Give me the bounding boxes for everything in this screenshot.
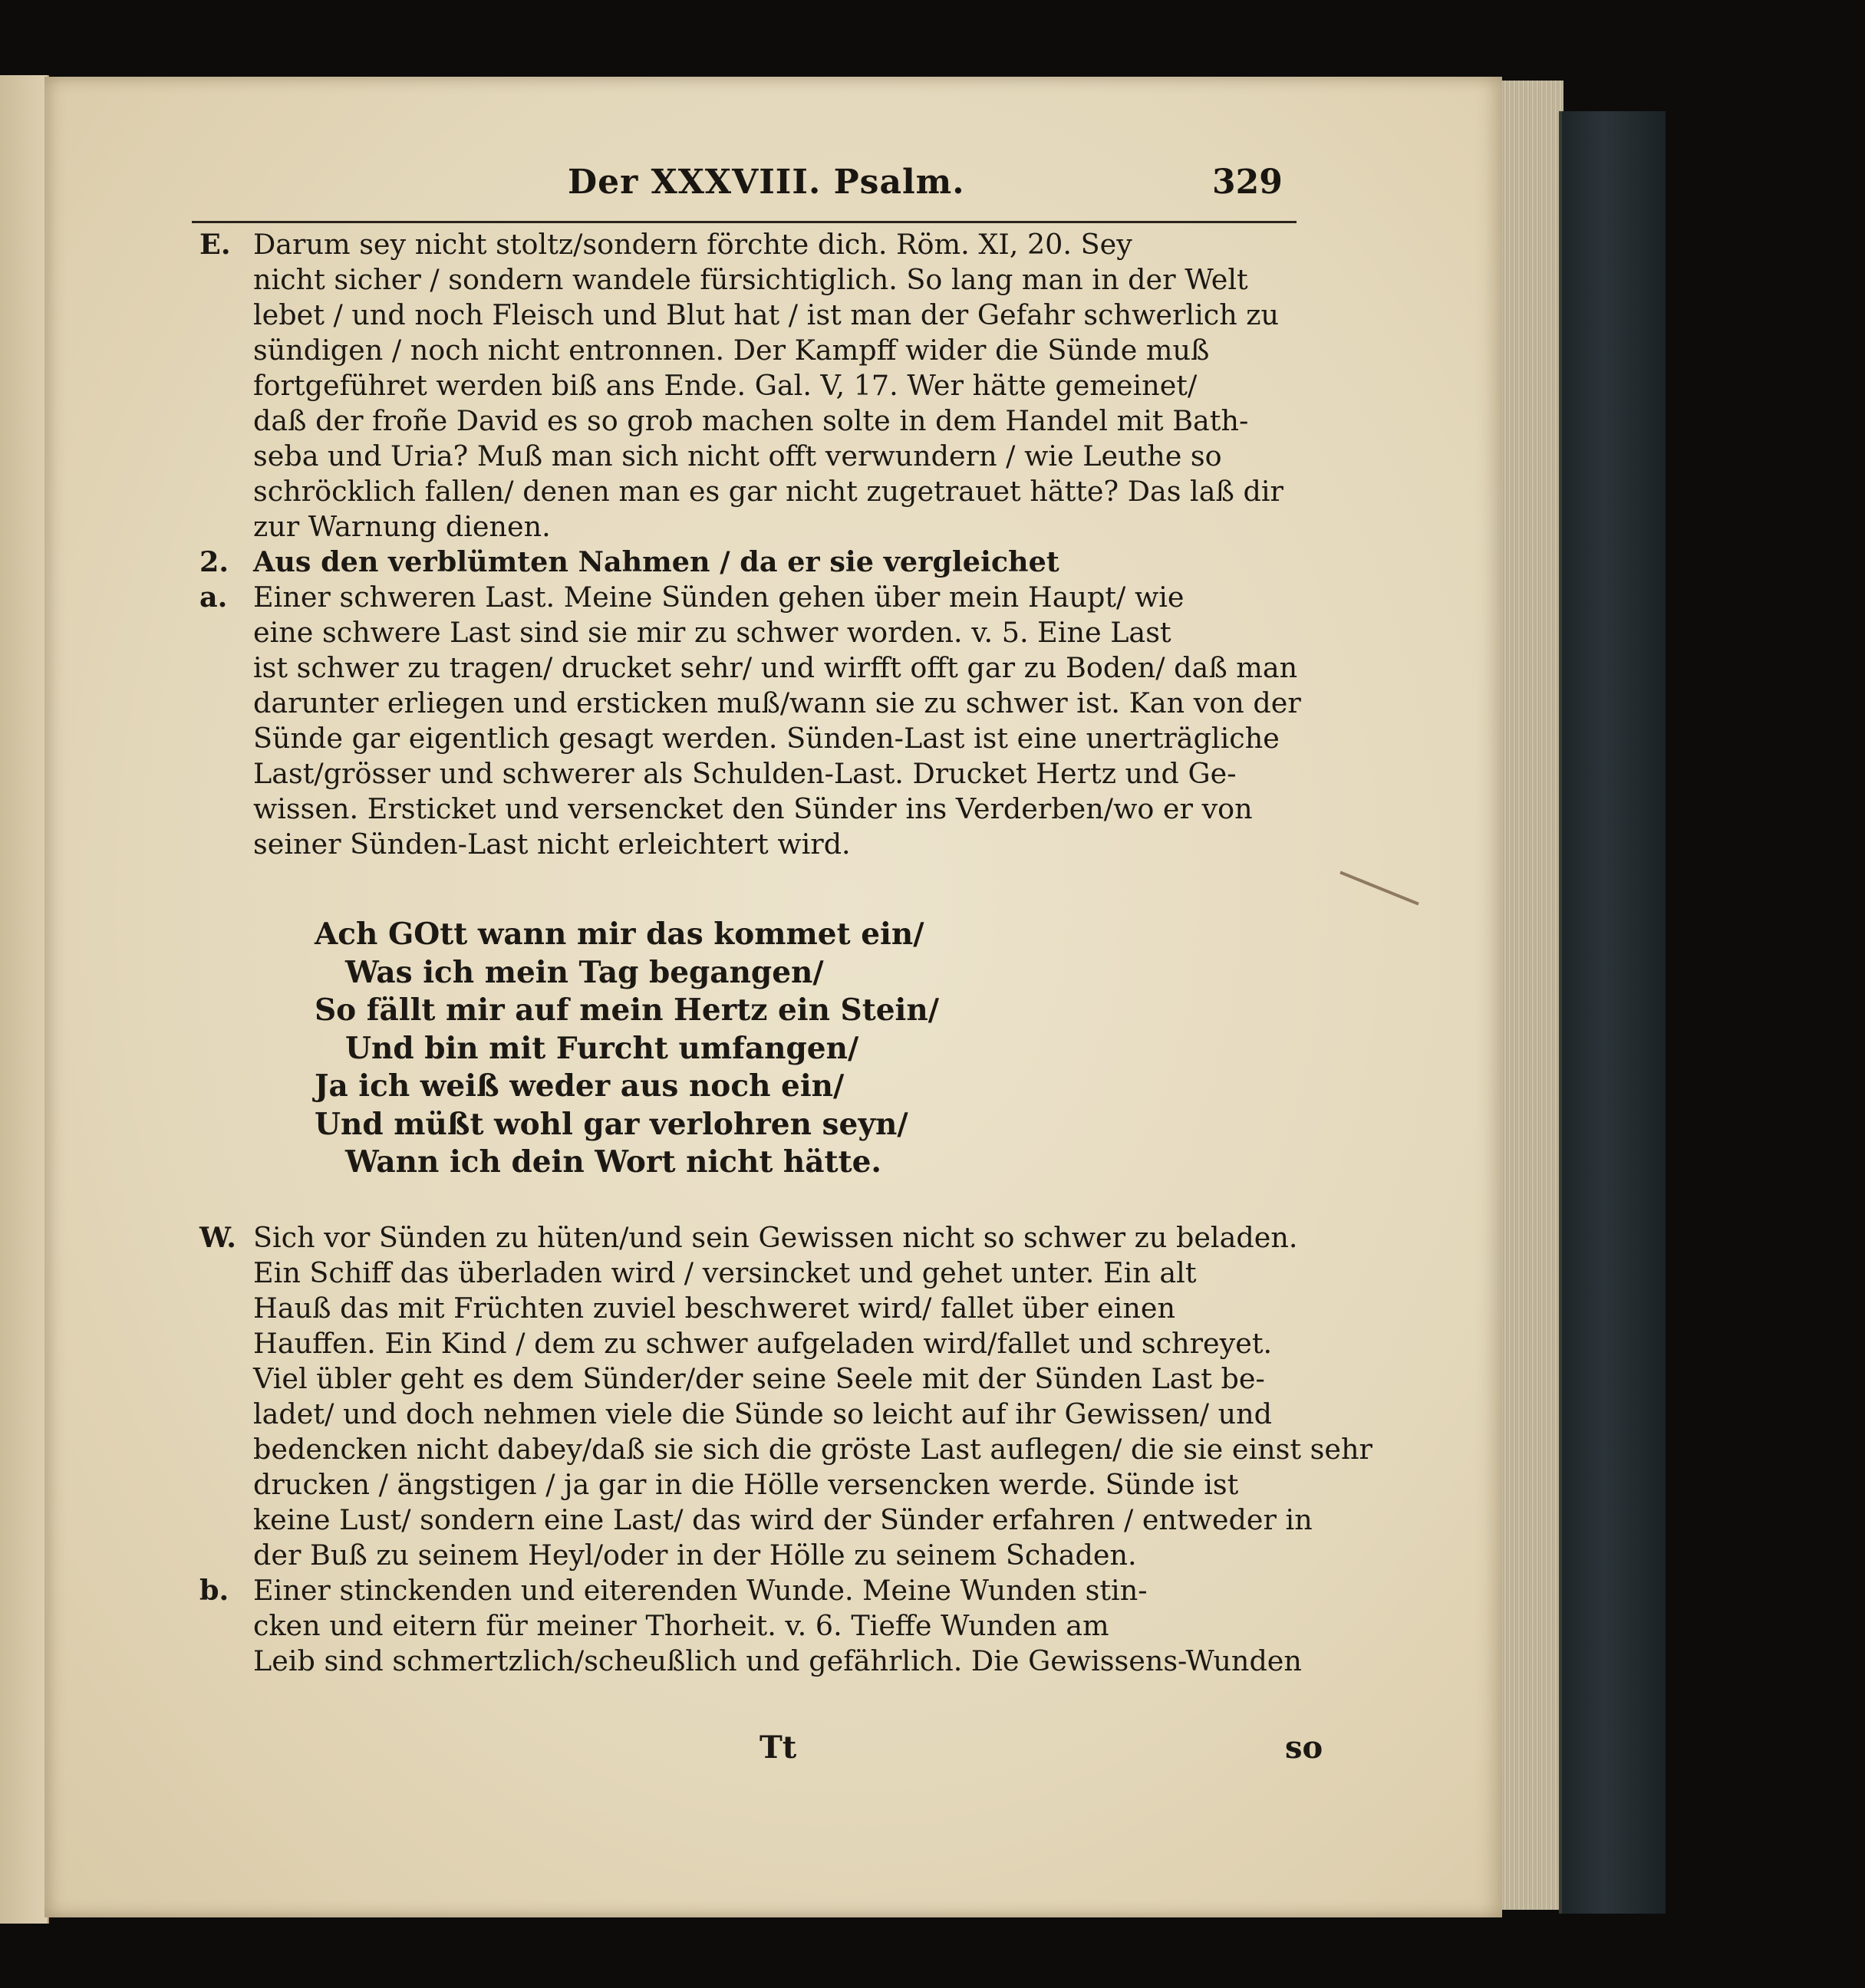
text-line: schröcklich fallen/ denen man es gar nicht zugetrauet hätte? Das laß dir <box>253 475 1283 508</box>
text-line: Darum sey nicht stoltz/sondern förchte dich. Röm. XI, 20. Sey <box>253 228 1132 261</box>
text-line: Aus den verblümten Nahmen / da er sie vergleichet <box>253 545 1059 578</box>
text-line: fortgeführet werden biß ans Ende. Gal. V, 17. Wer hätte gemeinet/ <box>253 369 1198 402</box>
text-line: Hauß das mit Früchten zuviel beschweret wird/ fallet über einen <box>253 1291 1175 1325</box>
paragraph-marker: W. <box>199 1220 237 1254</box>
verse-line: Und müßt wohl gar verlohren seyn/ <box>315 1106 908 1142</box>
text-line: sündigen / noch nicht entronnen. Der Kampff wider die Sünde muß <box>253 334 1210 367</box>
page-number: 329 <box>1212 163 1283 202</box>
page-block-edge <box>1502 81 1564 1910</box>
text-line: lebet / und noch Fleisch und Blut hat / ist man der Gefahr schwerlich zu <box>253 298 1280 331</box>
text-line: Sünde gar eigentlich gesagt werden. Sünden-Last ist eine unerträgliche <box>253 722 1280 755</box>
text-line: daß der froñe David es so grob machen solte in dem Handel mit Bath- <box>253 404 1249 437</box>
text-line: wissen. Ersticket und versencket den Sünder ins Verderben/wo er von <box>253 792 1253 825</box>
text-line: Einer schweren Last. Meine Sünden gehen über mein Haupt/ wie <box>253 581 1185 614</box>
text-line: Last/grösser und schwerer als Schulden-Last. Drucket Hertz und Ge- <box>253 757 1237 790</box>
text-line: Viel übler geht es dem Sünder/der seine Seele mit der Sünden Last be- <box>253 1361 1265 1395</box>
verse-line: Wann ich dein Wort nicht hätte. <box>345 1144 881 1180</box>
text-line: der Buß zu seinem Heyl/oder in der Hölle zu seinem Schaden. <box>253 1538 1137 1572</box>
paragraph-marker: a. <box>199 581 228 614</box>
paragraph-a <box>199 580 1312 862</box>
text-line: ist schwer zu tragen/ drucket sehr/ und wirfft offt gar zu Boden/ daß man <box>253 651 1298 684</box>
text-line: Leib sind schmertzlich/scheußlich und gefährlich. Die Gewissens-Wunden <box>253 1644 1302 1677</box>
verse-line: Was ich mein Tag begangen/ <box>345 954 824 990</box>
text-line: nicht sicher / sondern wandele fürsichtiglich. So lang man in der Welt <box>253 263 1248 296</box>
catchword: so <box>1285 1730 1323 1766</box>
verse-line: So fällt mir auf mein Hertz ein Stein/ <box>315 992 939 1028</box>
paragraph-marker: 2. <box>199 545 229 578</box>
text-line: zur Warnung dienen. <box>253 510 551 543</box>
text-line: seiner Sünden-Last nicht erleichtert wird. <box>253 828 851 861</box>
text-line: eine schwere Last sind sie mir zu schwer worden. v. 5. Eine Last <box>253 616 1171 649</box>
signature-mark: Tt <box>760 1730 797 1766</box>
body-text <box>199 227 1372 1679</box>
paragraph-b <box>199 1573 1312 1679</box>
text-line: cken und eitern für meiner Thorheit. v. 6. Tieffe Wunden am <box>253 1608 1109 1642</box>
header-rule <box>192 221 1297 223</box>
paragraph-w <box>199 1220 1372 1573</box>
running-title: Der XXXVIII. Psalm. <box>568 163 965 202</box>
paragraph-marker: E. <box>199 228 231 261</box>
text-line: seba und Uria? Muß man sich nicht offt verwundern / wie Leuthe so <box>253 439 1222 472</box>
verse-line: Ja ich weiß weder aus noch ein/ <box>315 1068 845 1104</box>
text-line: Sich vor Sünden zu hüten/und sein Gewissen nicht so schwer zu beladen. <box>253 1220 1298 1254</box>
text-line: ladet/ und doch nehmen viele die Sünde so leicht auf ihr Gewissen/ und <box>253 1397 1272 1430</box>
facing-page-edge <box>0 75 49 1924</box>
verse-line: Und bin mit Furcht umfangen/ <box>345 1030 859 1066</box>
text-line: bedencken nicht dabey/daß sie sich die gröste Last auflegen/ die sie einst sehr <box>253 1432 1372 1466</box>
text-line: Einer stinckenden und eiterenden Wunde. Meine Wunden stin- <box>253 1573 1148 1607</box>
book-cover <box>1559 111 1666 1914</box>
paragraph-marker: b. <box>199 1573 229 1607</box>
text-line: keine Lust/ sondern eine Last/ das wird der Sünder erfahren / entweder in <box>253 1503 1313 1536</box>
text-line: darunter erliegen und ersticken muß/wann sie zu schwer ist. Kan von der <box>253 686 1301 719</box>
hymn-verse <box>253 916 1312 1182</box>
paragraph-e <box>199 227 1312 545</box>
text-line: Ein Schiff das überladen wird / versincket und gehet unter. Ein alt <box>253 1256 1197 1289</box>
paragraph-2 <box>199 545 1312 580</box>
verse-line: Ach GOtt wann mir das kommet ein/ <box>315 917 924 952</box>
text-line: drucken / ängstigen / ja gar in die Hölle versencken werde. Sünde ist <box>253 1467 1239 1501</box>
text-line: Hauffen. Ein Kind / dem zu schwer aufgeladen wird/fallet und schreyet. <box>253 1326 1273 1360</box>
